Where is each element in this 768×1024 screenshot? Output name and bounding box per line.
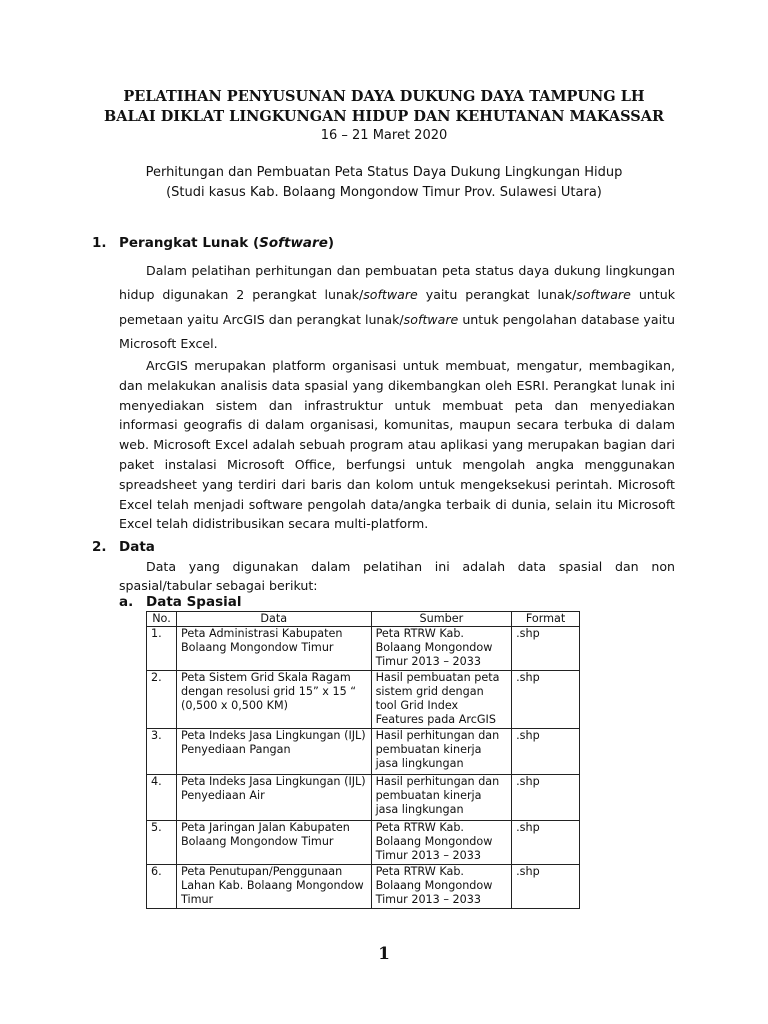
section1-heading-text: Perangkat Lunak ( [119, 235, 260, 251]
document-date: 16 – 21 Maret 2020 [320, 128, 448, 143]
section1-heading [92, 235, 334, 251]
section1-paragraph2 [119, 356, 675, 534]
header-sumber: Sumber [371, 612, 512, 627]
section1-number: 1. [92, 235, 107, 251]
p1-text-g: untuk pengolahan database yaitu Microsoft Excel. [119, 311, 675, 351]
row-source: Peta RTRW Kab. Bolaang Mongondow Timur 2013 – 2033 [371, 627, 512, 671]
p1-text-a: Dalam pelatihan perhitungan dan pembuatan peta status daya dukung lingkungan hidup digunakan 2 perangkat lunak/ [119, 263, 675, 303]
section2-heading-text: Data [119, 539, 155, 555]
row-source: Hasil perhitungan dan pembuatan kinerja jasa lingkungan [371, 775, 512, 821]
row-data: Peta Indeks Jasa Lingkungan (IJL) Penyediaan Pangan [176, 729, 371, 775]
p1-text-c: yaitu perangkat lunak/ [417, 287, 577, 303]
table-row [147, 671, 580, 729]
section1-heading-em: Software [259, 235, 328, 251]
p1-text-f: software [403, 311, 459, 327]
header-no: No. [147, 612, 177, 627]
section1-paragraph1 [119, 259, 675, 356]
row-no: 1. [147, 627, 177, 671]
document-subtitle-line2: (Studi kasus Kab. Bolaang Mongondow Timur Prov. Sulawesi Utara) [166, 185, 602, 200]
row-format: .shp [512, 821, 580, 865]
table-row [147, 729, 580, 775]
spatial-data-table [146, 611, 580, 909]
header-data: Data [176, 612, 371, 627]
document-title-line1: PELATIHAN PENYUSUNAN DAYA DUKUNG DAYA TAMPUNG LH [123, 88, 645, 105]
table-row [147, 865, 580, 909]
row-no: 4. [147, 775, 177, 821]
row-data: Peta Jaringan Jalan Kabupaten Bolaang Mongondow Timur [176, 821, 371, 865]
header-format: Format [512, 612, 580, 627]
page-number: 1 [378, 944, 390, 964]
subsection-a-letter: a. [119, 594, 134, 610]
table-header-row [147, 612, 580, 627]
document-title-line2: BALAI DIKLAT LINGKUNGAN HIDUP DAN KEHUTANAN MAKASSAR [103, 108, 665, 125]
subsection-a-heading [119, 594, 241, 610]
row-data: Peta Sistem Grid Skala Ragam dengan resolusi grid 15” x 15 “ (0,500 x 0,500 KM) [176, 671, 371, 729]
p1-text-e: untuk pemetaan yaitu ArcGIS dan perangkat lunak/ [119, 287, 675, 327]
row-data: Peta Indeks Jasa Lingkungan (IJL) Penyediaan Air [176, 775, 371, 821]
section1-heading-end: ) [327, 235, 335, 251]
row-format: .shp [512, 627, 580, 671]
section2-number: 2. [92, 539, 107, 555]
row-data: Peta Penutupan/Penggunaan Lahan Kab. Bolaang Mongondow Timur [176, 865, 371, 909]
table-row [147, 775, 580, 821]
p1-text-b: software [363, 287, 418, 303]
row-format: .shp [512, 865, 580, 909]
row-data: Peta Administrasi Kabupaten Bolaang Mongondow Timur [176, 627, 371, 671]
row-no: 3. [147, 729, 177, 775]
row-no: 6. [147, 865, 177, 909]
table-row [147, 821, 580, 865]
document-subtitle-line1: Perhitungan dan Pembuatan Peta Status Daya Dukung Lingkungan Hidup [145, 165, 623, 180]
section2-intro-text: Data yang digunakan dalam pelatihan ini adalah data spasial dan non spasial/tabular sebagai berikut: [119, 559, 675, 593]
row-no: 5. [147, 821, 177, 865]
row-source: Peta RTRW Kab. Bolaang Mongondow Timur 2013 – 2033 [371, 865, 512, 909]
row-format: .shp [512, 775, 580, 821]
p1-text-d: software [576, 287, 631, 303]
row-no: 2. [147, 671, 177, 729]
section2-heading [92, 539, 155, 555]
section2-intro [119, 557, 675, 595]
row-format: .shp [512, 671, 580, 729]
row-source: Hasil pembuatan peta sistem grid dengan tool Grid Index Features pada ArcGIS [371, 671, 512, 729]
p2-text: ArcGIS merupakan platform organisasi untuk membuat, mengatur, membagikan, dan melakukan analisis data spasial yang dikembangkan oleh ESRI. Perangkat lunak ini menyediakan sistem dan infrastruktur untuk membuat peta dan menyediakan informasi geografis di dalam organisasi, komunitas, maupun secara terbuka di dalam web. Microsoft Excel adalah sebuah program atau aplikasi yang merupakan bagian dari paket instalasi Microsoft Office, berfungsi untuk mengolah angka menggunakan spreadsheet yang terdiri dari baris dan kolom untuk mengeksekusi perintah. Microsoft Excel telah menjadi software pengolah data/angka terbaik di dunia, selain itu Microsoft Excel telah didistribusikan secara multi-platform. [119, 358, 675, 532]
table-row [147, 627, 580, 671]
row-source: Peta RTRW Kab. Bolaang Mongondow Timur 2013 – 2033 [371, 821, 512, 865]
row-source: Hasil perhitungan dan pembuatan kinerja jasa lingkungan [371, 729, 512, 775]
row-format: .shp [512, 729, 580, 775]
subsection-a-text: Data Spasial [146, 594, 242, 610]
